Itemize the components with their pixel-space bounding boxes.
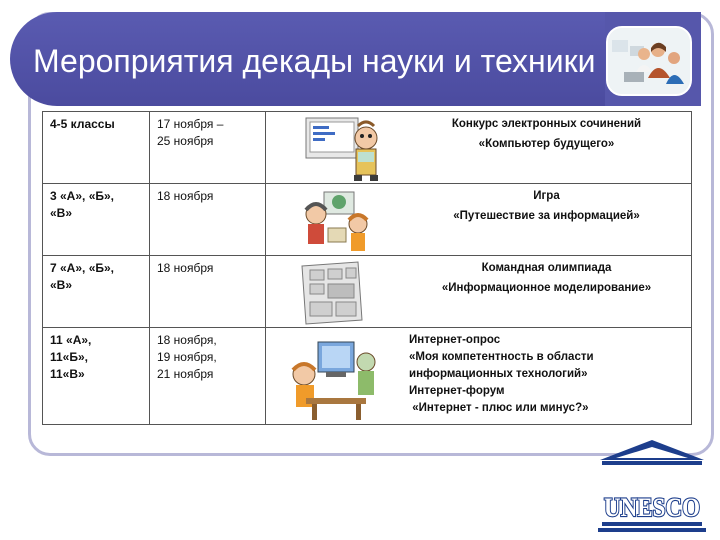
event-line: Игра — [533, 190, 560, 202]
table-row — [43, 184, 692, 256]
event-cell — [402, 256, 692, 328]
event-cell — [402, 184, 692, 256]
event-line: Конкурс электронных сочинений — [451, 118, 642, 130]
illustration-cell — [266, 256, 403, 328]
slide-title: Мероприятия декады науки и техники — [33, 43, 596, 79]
events-table — [42, 111, 692, 425]
event-line: Интернет-форум — [409, 385, 505, 397]
classes-text: 4-5 классы — [50, 117, 115, 131]
title-bar — [10, 12, 700, 106]
event-line: «Интернет - плюс или минус?» — [409, 402, 589, 414]
classes-text: 3 «А», «Б», — [50, 189, 114, 203]
dates-cell — [150, 184, 266, 256]
event-line: Интернет-опрос — [409, 334, 501, 346]
computer-professor-clipart — [266, 112, 402, 184]
event-line: «Путешествие за информацией» — [453, 210, 640, 222]
classes-text: «В» — [50, 206, 73, 220]
date-text: 19 ноября, — [157, 350, 217, 364]
date-text: 17 ноября – — [157, 117, 224, 131]
table-row — [43, 256, 692, 328]
students-photo — [606, 26, 692, 96]
kids-with-globe-clipart — [266, 184, 402, 256]
dates-cell — [150, 112, 266, 184]
event-line: «Компьютер будущего» — [478, 138, 615, 150]
illustration-cell — [266, 184, 403, 256]
event-line: «Информационное моделирование» — [441, 282, 652, 294]
date-text: 25 ноября — [157, 134, 214, 148]
dates-cell — [150, 256, 266, 328]
classes-text: 11 «А», — [50, 333, 92, 347]
unesco-logo-text: UNESCO — [604, 493, 700, 522]
event-cell — [402, 328, 692, 425]
date-text: 18 ноября — [157, 261, 214, 275]
classes-text: 7 «А», «Б», — [50, 261, 114, 275]
unesco-logo — [596, 438, 708, 532]
illustration-cell — [266, 328, 403, 425]
event-line: «Моя компетентность в области — [409, 351, 594, 363]
dates-cell — [150, 328, 266, 425]
classes-text: 11«В» — [50, 367, 85, 381]
illustration-cell — [266, 112, 403, 184]
event-cell — [402, 112, 692, 184]
event-line: информационных технологий» — [409, 368, 588, 380]
table-row — [43, 112, 692, 184]
classes-text: «В» — [50, 278, 73, 292]
classes-cell — [43, 184, 150, 256]
date-text: 18 ноября, — [157, 333, 217, 347]
date-text: 18 ноября — [157, 189, 214, 203]
keyboard-clipart — [266, 256, 402, 328]
event-line: Командная олимпиада — [481, 262, 612, 274]
classes-cell — [43, 112, 150, 184]
classes-text: 11«Б», — [50, 350, 88, 364]
child-at-computer-clipart — [266, 328, 402, 425]
table-row — [43, 328, 692, 425]
classes-cell — [43, 256, 150, 328]
date-text: 21 ноября — [157, 367, 214, 381]
classes-cell — [43, 328, 150, 425]
